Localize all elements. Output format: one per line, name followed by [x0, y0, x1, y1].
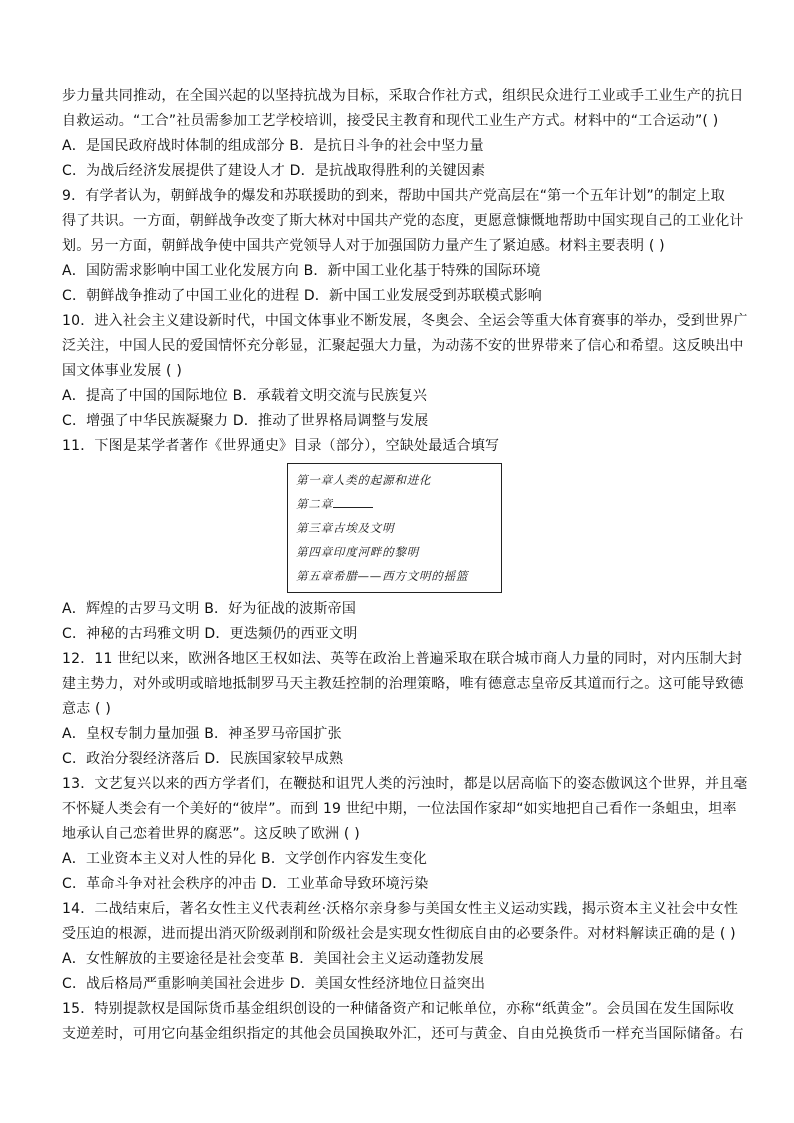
question-text-line: 泛关注，中国人民的爱国情怀充分彰显，汇聚起强大力量，为动荡不安的世界带来了信心和希望。这反映出中: [62, 338, 744, 354]
question-text-line: 国文体事业发展 ( ): [62, 363, 183, 379]
answer-options-line: A．提高了中国的国际地位 B．承载着文明交流与民族复兴: [62, 388, 428, 404]
question-text-line: 15．特别提款权是国际货币基金组织创设的一种储备资产和记帐单位，亦称“纸黄金”。会员国在发生国际收: [62, 1001, 735, 1017]
question-text-line: 11．下图是某学者著作《世界通史》目录（部分），空缺处最适合填写: [62, 438, 500, 454]
table-of-contents-figure: [287, 463, 502, 593]
answer-options-line: C．战后格局严重影响美国社会进步 D．美国女性经济地位日益突出: [62, 976, 486, 992]
answer-options-line: A．女性解放的主要途径是社会变革 B．美国社会主义运动蓬勃发展: [62, 951, 484, 967]
answer-options-line: A．是国民政府战时体制的组成部分 B．是抗日斗争的社会中坚力量: [62, 138, 484, 154]
answer-options-line: C．神秘的古玛雅文明 D．更迭频仍的西亚文明: [62, 626, 358, 642]
question-text-line: 12．11 世纪以来，欧洲各地区王权如法、英等在政治上普遍采取在联合城市商人力量的同时，对内压制大封: [62, 651, 743, 667]
answer-options-line: A．皇权专制力量加强 B．神圣罗马帝国扩张: [62, 726, 342, 742]
question-text-line: 意志 ( ): [62, 701, 112, 717]
question-text-line: 14．二战结束后，著名女性主义代表莉丝·沃格尔亲身参与美国女性主义运动实践，揭示资本主义社会中女性: [62, 901, 739, 917]
question-text-line: 自救运动。“工合”社员需参加工艺学校培训，接受民主教育和现代工业生产方式。材料中的“工合运动”( ): [62, 113, 719, 129]
toc-chapter-4: 第四章印度河畔的黎明: [296, 545, 419, 559]
question-text-line: 13．文艺复兴以来的西方学者们，在鞭挞和诅咒人类的污浊时，都是以居高临下的姿态傲讽这个世界，并且毫: [62, 776, 748, 792]
answer-options-line: C．朝鲜战争推动了中国工业化的进程 D．新中国工业发展受到苏联模式影响: [62, 288, 543, 304]
question-text-line: 9．有学者认为，朝鲜战争的爆发和苏联援助的到来，帮助中国共产党高层在“第一个五年计划”的制定上取: [62, 188, 726, 204]
question-text-line: 得了共识。一方面，朝鲜战争改变了斯大林对中国共产党的态度，更愿意慷慨地帮助中国实现自己的工业化计: [62, 213, 744, 229]
question-12: [62, 647, 744, 772]
question-text-line: 支逆差时，可用它向基金组织指定的其他会员国换取外汇，还可与黄金、自由兑换货币一样充当国际储备。右: [62, 1026, 744, 1042]
question-10: [62, 309, 748, 434]
question-text-line: 地承认自己恋着世界的腐恶”。这反映了欧洲 ( ): [62, 826, 360, 842]
answer-options-line: C．政治分裂经济落后 D．民族国家较早成熟: [62, 751, 344, 767]
question-8: [62, 84, 744, 184]
answer-options-line: C．增强了中华民族凝聚力 D．推动了世界格局调整与发展: [62, 413, 429, 429]
question-text-line: 划。另一方面，朝鲜战争使中国共产党领导人对于加强国防力量产生了紧迫感。材料主要表明 ( ): [62, 238, 665, 254]
answer-options-line: C．革命斗争对社会秩序的冲击 D．工业革命导致环境污染: [62, 876, 429, 892]
question-text-line: 10．进入社会主义建设新时代，中国文体事业不断发展，冬奥会、全运会等重大体育赛事的举办，受到世界广: [62, 313, 748, 329]
question-15: [62, 997, 744, 1047]
answer-options-line: A．工业资本主义对人性的异化 B．文学创作内容发生变化: [62, 851, 428, 867]
question-13: [62, 772, 748, 897]
question-text-line: 步力量共同推动，在全国兴起的以坚持抗战为目标，采取合作社方式，组织民众进行工业或手工业生产的抗日: [62, 88, 744, 104]
toc-chapter-1: 第一章人类的起源和进化: [296, 473, 432, 487]
toc-chapter-2: [296, 492, 493, 516]
answer-options-line: C．为战后经济发展提供了建设人才 D．是抗战取得胜利的关键因素: [62, 163, 486, 179]
fill-in-blank: [333, 495, 373, 508]
answer-options-line: A．国防需求影响中国工业化发展方向 B．新中国工业化基于特殊的国际环境: [62, 263, 541, 279]
question-9: [62, 184, 744, 309]
answer-options-line: A．辉煌的古罗马文明 B．好为征战的波斯帝国: [62, 601, 357, 617]
toc-chapter-3: 第三章古埃及文明: [296, 521, 395, 535]
question-text-line: 受压迫的根源，进而提出消灭阶级剥削和阶级社会是实现女性彻底自由的必要条件。对材料解读正确的是 ( ): [62, 926, 736, 942]
question-11: [62, 434, 734, 647]
question-text-line: 建主势力，对外或明或暗地抵制罗马天主教廷控制的治理策略，唯有德意志皇帝反其道而行之。这可能导致德: [62, 676, 744, 692]
exam-page: [62, 84, 748, 1047]
toc-chapter-2-label: 第二章: [296, 497, 333, 511]
toc-chapter-5: 第五章希腊——西方文明的摇篮: [296, 569, 469, 583]
question-text-line: 不怀疑人类会有一个美好的“彼岸”。而到 19 世纪中期，一位法国作家却“如实地把自己看作一条蛆虫，坦率: [62, 801, 737, 817]
question-14: [62, 897, 739, 997]
